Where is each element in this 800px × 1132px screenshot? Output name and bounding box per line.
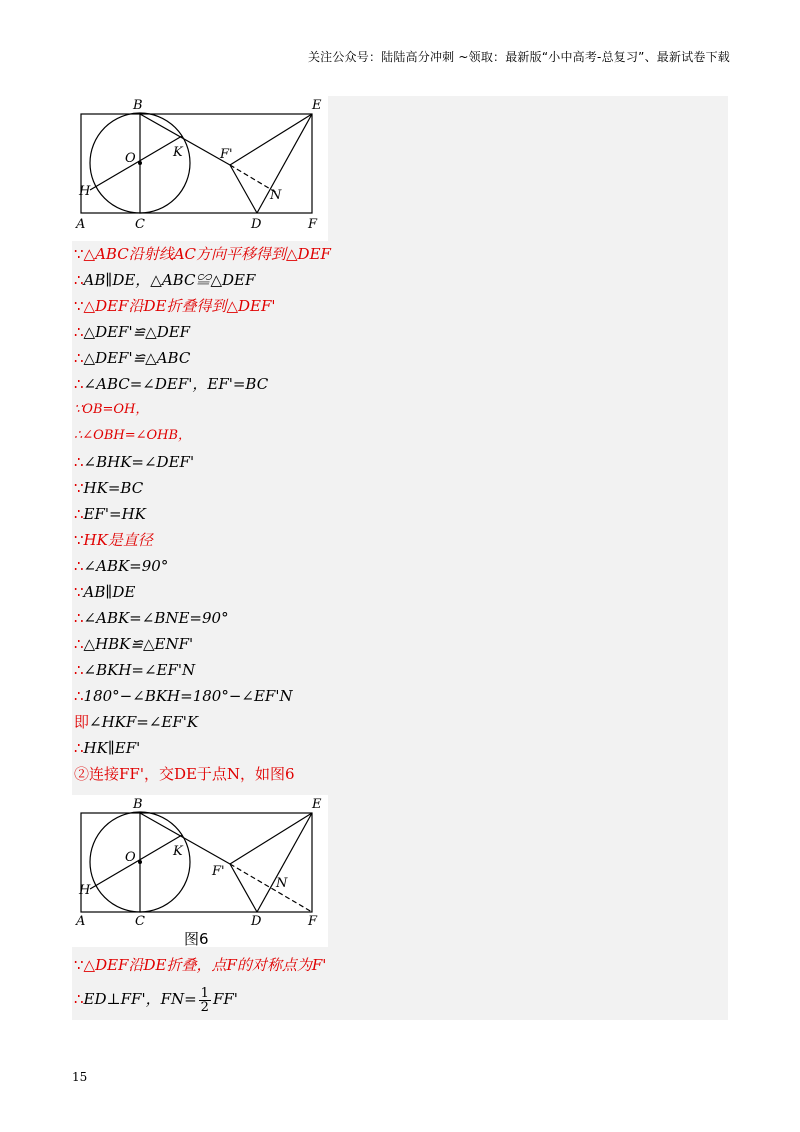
proof-line: 即∠HKF=∠EF'K [74,713,199,731]
label-c: C [135,914,145,925]
label-o: O [125,151,136,166]
proof-line: ∴∠OBH=∠OHB， [74,428,192,443]
fraction: $\frac{1}{2}$ [200,985,209,1015]
label-k: K [173,844,183,859]
solution-content [72,96,728,1020]
proof-line: ∴△DEF'≌△DEF [74,323,191,341]
proof-line: ∴HK∥EF' [74,739,141,757]
proof-line: ∴AB∥DE，△ABC≌△DEF [74,271,256,289]
proof-line: ②连接FF'，交DE于点N，如图6 [74,765,295,783]
proof-line: ∵△DEF沿DE折叠，点F的对称点为F' [74,956,327,974]
label-f: F [308,217,318,232]
figure-caption: 图6 [184,930,209,948]
label-n: N [270,188,282,203]
label-f: F [308,914,318,925]
label-k: K [173,145,183,160]
label-a: A [76,914,86,925]
proof-line: ∴△HBK≌△ENF' [74,635,194,653]
proof-line: ∴∠BKH=∠EF'N [74,661,196,679]
proof-line: ∴EF'=HK [74,505,146,523]
label-e: E [312,797,322,812]
proof-line: ∵△DEF沿DE折叠得到△DEF' [74,297,276,315]
background-panel [328,96,728,241]
label-n: N [276,876,288,891]
label-a: A [76,217,86,232]
geometry-figure-6 [72,795,328,947]
proof-line: ∵△ABC沿射线AC方向平移得到△DEF [74,245,331,263]
label-d: D [251,914,262,925]
geometry-figure-1 [72,96,328,241]
proof-line: ∵OB=OH， [74,402,149,417]
label-e: E [312,98,322,113]
label-d: D [251,217,262,232]
proof-line: ∴∠ABK=90° [74,557,169,575]
label-b: B [133,797,143,812]
proof-line: ∴∠ABK=∠BNE=90° [74,609,229,627]
label-b: B [133,98,143,113]
proof-line: ∴∠BHK=∠DEF' [74,453,195,471]
proof-line: ∵AB∥DE [74,583,136,601]
background-panel [328,795,728,947]
label-c: C [135,217,145,232]
page-number: 15 [72,1070,88,1084]
proof-line: ∵HK是直径 [74,531,153,549]
label-f-prime: F' [220,147,233,162]
label-f-prime: F' [212,864,225,879]
label-o: O [125,850,136,865]
proof-line: ∵HK=BC [74,479,144,497]
label-h: H [79,883,91,898]
page-header: 关注公众号：陆陆高分冲刺 ~领取：最新版“小中高考-总复习”、最新试卷下载 [307,50,730,64]
proof-line: ∴180°−∠BKH=180°−∠EF'N [74,687,293,705]
proof-line: ∴△DEF'≌△ABC [74,349,191,367]
label-h: H [79,184,91,199]
proof-line: ∴∠ABC=∠DEF'，EF'=BC [74,375,269,393]
proof-line: ∴ED⊥FF'，FN= $\frac{1}{2}$ FF' [74,985,238,1015]
